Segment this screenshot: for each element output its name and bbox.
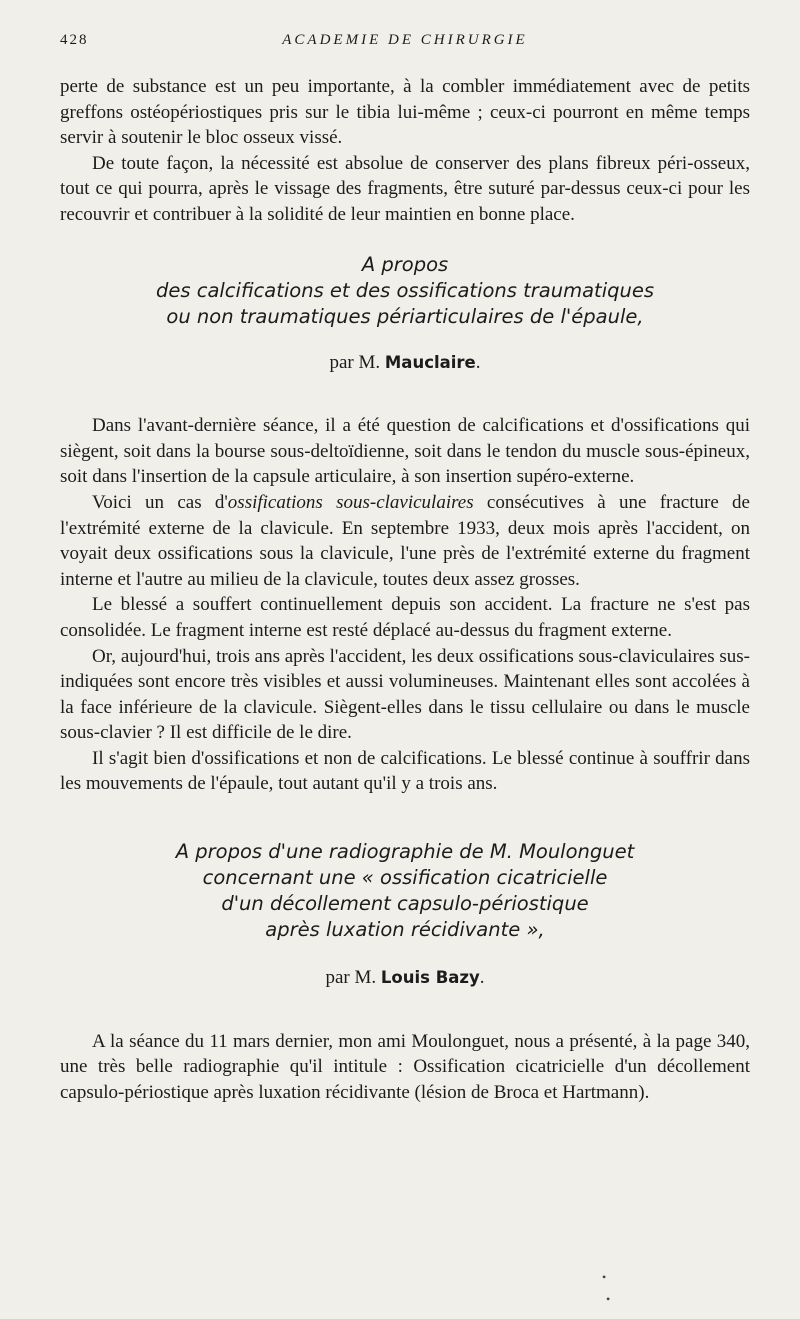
section-1-title-line-2: des calcifications et des ossifications traumatiques — [155, 278, 655, 302]
journal-title: ACADEMIE DE CHIRURGIE — [282, 32, 528, 48]
section-2-byline — [60, 965, 750, 991]
section-2-title-line-3: d'un décollement capsulo-périostique — [221, 892, 589, 916]
section-1-paragraph-2 — [60, 490, 750, 592]
section-1-paragraph-4: Or, aujourd'hui, trois ans après l'accident, les deux ossifications sous-claviculaires sus-indiquées sont encore très visibles et aussi volumineuses. Maintenant elles sont accolées à la face inférieure de la clavicule. Siègent-elles dans le tissu cellulaire ou dans le muscle sous-clavier ? Il est difficile de le dire. — [60, 645, 750, 744]
section-1-paragraph-3: Le blessé a souffert continuellement depuis son accident. La fracture ne s'est pas consolidée. Le fragment interne est resté déplacé au-dessus du fragment externe. — [60, 594, 750, 641]
ink-speck: • — [606, 1292, 611, 1306]
byline-prefix: par M. — [329, 351, 385, 373]
section-1-title-line-1: A propos — [361, 252, 449, 276]
section-2-title-line-4: après luxation récidivante », — [265, 918, 545, 942]
section-2-title — [60, 839, 750, 943]
section-1-title — [60, 252, 750, 330]
running-head — [60, 28, 750, 58]
ink-speck: • — [602, 1270, 607, 1284]
section-2-title-line-2: concernant une « ossification cicatricielle — [202, 866, 608, 890]
byline-prefix: par M. — [325, 967, 381, 989]
intro-paragraph-1: perte de substance est un peu importante, à la combler immédiatement avec de petits greffons ostéopériostiques pris sur le tibia lui-même ; ceux-ci pourront en même temps servir à soutenir le bloc osseux vissé. — [60, 76, 750, 149]
intro-paragraph-2: De toute façon, la nécessité est absolue de conserver des plans fibreux péri-osseux, tout ce qui pourra, après le vissage des fragments, être suturé par-dessus ceux-ci pour les recouvrir et contribuer à la solidité de leur maintien en bonne place. — [60, 152, 750, 225]
section-2-title-line-1: A propos d'une radiographie de M. Moulonguet — [175, 840, 635, 864]
section-1-paragraph-5: Il s'agit bien d'ossifications et non de calcifications. Le blessé continue à souffrir dans les mouvements de l'épaule, tout autant qu'il y a trois ans. — [60, 747, 750, 795]
section-1-title-line-3: ou non traumatiques périarticulaires de l'épaule, — [166, 304, 644, 328]
page-number: 428 — [60, 32, 89, 48]
paragraph-text: Voici un cas d' — [92, 491, 228, 513]
section-1-byline — [60, 350, 750, 376]
section-1-paragraph-1: Dans l'avant-dernière séance, il a été question de calcifications et d'ossifications qui siègent, soit dans la bourse sous-deltoïdienne, soit dans le tendon du muscle sous-épineux, soit dans l'insertion de la capsule articulaire, à son insertion supéro-externe. — [60, 415, 750, 488]
page — [60, 28, 750, 1105]
paragraph-text: consécutives à une fracture de l'extrémité externe de la clavicule. En septembre 1933, deux mois après l'accident, on voyait deux ossifications sous la clavicule, l'une près de l'extrémité externe du fragment interne et l'autre au milieu de la clavicule, toutes deux assez grosses. — [60, 491, 750, 590]
author-name: Louis Bazy — [380, 968, 480, 988]
section-2-paragraph-1: A la séance du 11 mars dernier, mon ami Moulonguet, nous a présenté, à la page 340, une très belle radiographie qu'il intitule : Ossification cicatricielle d'un décollement capsulo-périostique après luxation récidivante (lésion de Broca et Hartmann). — [60, 1030, 750, 1103]
italic-term: ossifications sous-claviculaires — [227, 491, 474, 513]
author-name: Mauclaire — [384, 352, 476, 372]
byline-suffix: . — [479, 967, 485, 989]
byline-suffix: . — [475, 351, 481, 373]
